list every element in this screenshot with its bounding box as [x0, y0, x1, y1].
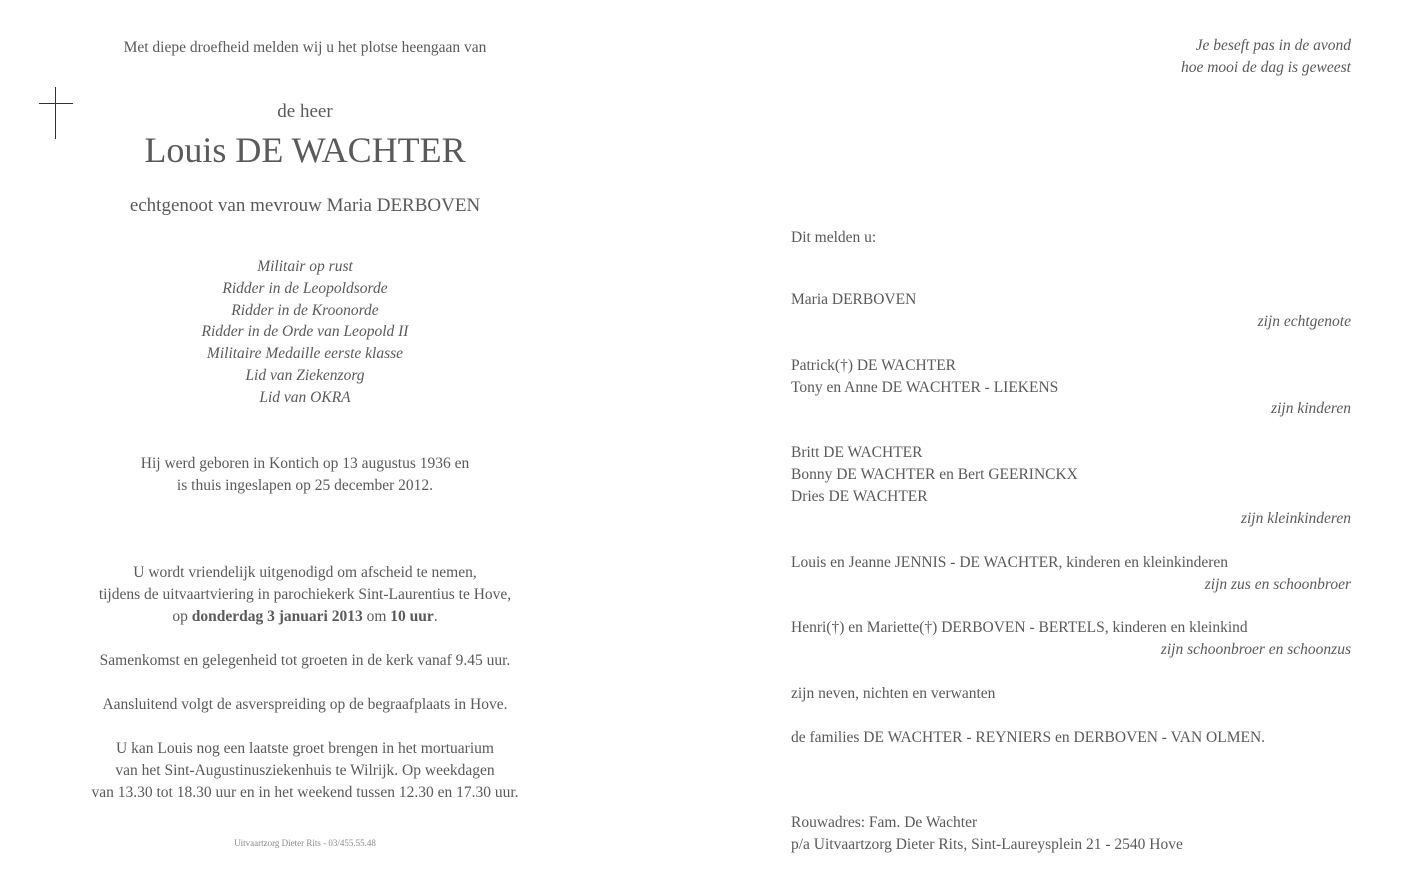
sister-label: zijn zus en schoonbroer	[1204, 576, 1351, 593]
ceremony-pre: op	[172, 608, 192, 625]
ceremony-date: donderdag 3 januari 2013	[191, 608, 363, 625]
honor-item: Ridder in de Leopoldsorde	[222, 279, 388, 297]
children-list	[791, 355, 1058, 399]
birth-line: Hij werd geboren in Kontich op 13 augustus 1936 en	[140, 455, 470, 472]
address-line: Rouwadres: Fam. De Wachter	[791, 814, 978, 831]
quote-line: Je beseft pas in de avond	[1195, 37, 1351, 54]
honors-list	[60, 256, 550, 409]
scattering-text: Aansluitend volgt de asverspreiding op de begraafplaats in Hove.	[102, 696, 508, 713]
ceremony-time: 10 uur	[390, 608, 434, 625]
deceased-title: de heer	[277, 101, 333, 122]
families-line: de families DE WACHTER - REYNIERS en DERBOVEN - VAN OLMEN.	[791, 729, 1266, 746]
honor-item: Lid van OKRA	[259, 388, 351, 406]
spouse-line: echtgenoot van mevrouw Maria DERBOVEN	[129, 195, 481, 216]
grandchild-name: Bonny DE WACHTER en Bert GEERINCKX	[791, 466, 1078, 483]
spouse-label: zijn echtgenote	[1257, 313, 1351, 330]
ceremony-mid: om	[362, 608, 391, 625]
honor-item: Militaire Medaille eerste klasse	[206, 345, 404, 363]
relatives-line: zijn neven, nichten en verwanten	[791, 685, 996, 702]
child-name: Patrick(†) DE WACHTER	[791, 357, 957, 374]
grandchildren-label: zijn kleinkinderen	[1240, 510, 1351, 527]
grandchild-name: Britt DE WACHTER	[791, 444, 923, 461]
death-line: is thuis ingeslapen op 25 december 2012.	[176, 477, 434, 494]
mortuary-block	[60, 738, 550, 804]
honor-item: Militair op rust	[257, 258, 353, 275]
ceremony-line-3	[60, 606, 550, 628]
deceased-name: Louis DE WACHTER	[144, 130, 466, 170]
grandchildren-list	[791, 442, 1078, 508]
inlaws-line: Henri(†) en Mariette(†) DERBOVEN - BERTELS, kinderen en kleinkind	[791, 619, 1248, 636]
honor-item: Ridder in de Kroonorde	[231, 301, 379, 319]
grandchild-name: Dries DE WACHTER	[791, 488, 928, 505]
ceremony-line-2: tijdens de uitvaartviering in parochiekerk Sint-Laurentius te Hove,	[98, 586, 512, 603]
announce-text: Dit melden u:	[791, 229, 877, 246]
undertaker-footer: Uitvaartzorg Dieter Rits - 03/455.55.48	[234, 838, 376, 848]
quote-block	[1181, 35, 1351, 79]
child-name: Tony en Anne DE WACHTER - LIEKENS	[791, 379, 1059, 396]
quote-line: hoe mooi de dag is geweest	[1180, 59, 1351, 76]
gathering-text: Samenkomst en gelegenheid tot groeten in de kerk vanaf 9.45 uur.	[99, 652, 511, 669]
honor-item: Lid van Ziekenzorg	[245, 366, 365, 384]
mortuary-line: U kan Louis nog een laatste groet brengen in het mortuarium	[116, 740, 494, 757]
intro-text: Met diepe droefheid melden wij u het plotse heengaan van	[123, 39, 487, 56]
birth-death-block	[60, 453, 550, 497]
address-line: p/a Uitvaartzorg Dieter Rits, Sint-Laureysplein 21 - 2540 Hove	[791, 836, 1183, 853]
ceremony-post: .	[433, 608, 438, 625]
children-label: zijn kinderen	[1271, 400, 1351, 417]
ceremony-line-1: U wordt vriendelijk uitgenodigd om afscheid te nemen,	[133, 564, 477, 581]
mortuary-line: van 13.30 tot 18.30 uur en in het weekend tussen 12.30 en 17.30 uur.	[91, 784, 519, 801]
mortuary-line: van het Sint-Augustinusziekenhuis te Wilrijk. Op weekdagen	[115, 762, 495, 779]
address-block	[791, 812, 1183, 856]
inlaws-label: zijn schoonbroer en schoonzus	[1160, 641, 1351, 658]
honor-item: Ridder in de Orde van Leopold II	[201, 323, 409, 341]
cross-icon	[55, 87, 56, 139]
sister-line: Louis en Jeanne JENNIS - DE WACHTER, kinderen en kleinkinderen	[791, 554, 1229, 571]
ceremony-block	[60, 562, 550, 628]
spouse-name: Maria DERBOVEN	[791, 291, 917, 308]
